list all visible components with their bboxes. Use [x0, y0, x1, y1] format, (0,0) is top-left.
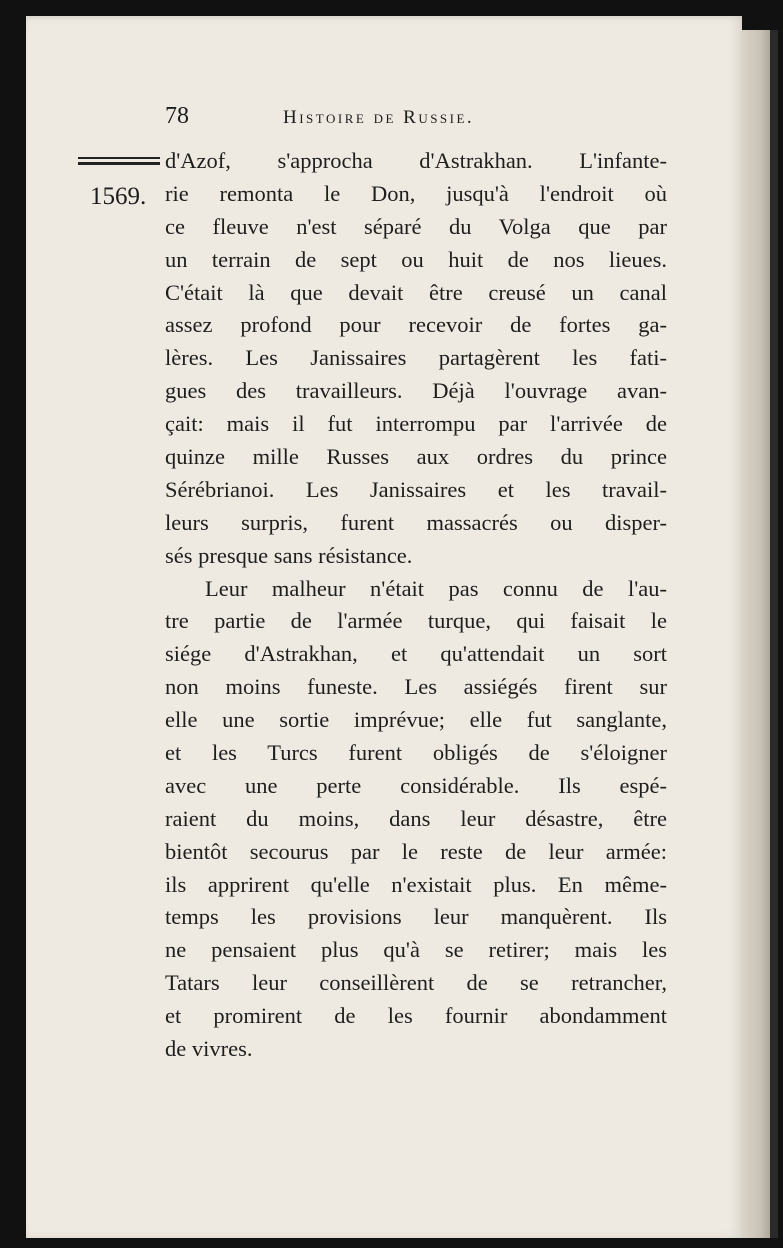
page-header	[165, 103, 685, 135]
running-title: Histoire de Russie.	[283, 107, 475, 128]
paragraph-start-line: Leur malheur n'était pas connu de l'au-	[205, 575, 667, 601]
text-line: C'était là que devait être creusé un canal	[165, 279, 667, 305]
text-line: tre partie de l'armée turque, qui faisait le	[165, 608, 667, 634]
text-line: bientôt secourus par le reste de leur armée:	[165, 838, 667, 864]
text-line: rie remonta le Don, jusqu'à l'endroit où	[165, 180, 667, 206]
text-line: siége d'Astrakhan, et qu'attendait un sort	[165, 641, 667, 667]
text-line: elle une sortie imprévue; elle fut sanglante,	[165, 707, 667, 733]
text-line: ils apprirent qu'elle n'existait plus. En même-	[165, 871, 667, 897]
page-number: 78	[165, 103, 189, 129]
text-line: quinze mille Russes aux ordres du prince	[165, 444, 667, 470]
text-line: Tatars leur conseillèrent de se retrancher,	[165, 970, 667, 996]
text-line: non moins funeste. Les assiégés firent sur	[165, 674, 667, 700]
text-line: de vivres.	[165, 1036, 253, 1062]
text-line: et promirent de les fournir abondamment	[165, 1003, 667, 1029]
text-line: çait: mais il fut interrompu par l'arrivée de	[165, 411, 667, 437]
margin-rule	[78, 157, 160, 159]
body-text	[165, 145, 667, 1066]
text-line: ne pensaient plus qu'à se retirer; mais les	[165, 937, 667, 963]
text-line: Sérébrianoi. Les Janissaires et les travail-	[165, 476, 667, 502]
binding-shadow	[770, 30, 778, 1238]
text-line: leurs surpris, furent massacrés ou disper-	[165, 509, 667, 535]
text-line: assez profond pour recevoir de fortes ga-	[165, 312, 667, 338]
text-line: et les Turcs furent obligés de s'éloigner	[165, 740, 667, 766]
text-line: avec une perte considérable. Ils espé-	[165, 772, 667, 798]
margin-rule	[78, 162, 160, 165]
text-line: temps les provisions leur manquèrent. Ils	[165, 904, 667, 930]
text-line: un terrain de sept ou huit de nos lieues.	[165, 246, 667, 272]
next-page-edge	[742, 30, 772, 1238]
text-line: lères. Les Janissaires partagèrent les fati-	[165, 345, 667, 371]
text-line: sés presque sans résistance.	[165, 542, 413, 568]
text-line: ce fleuve n'est séparé du Volga que par	[165, 213, 667, 239]
margin-year-note: 1569.	[90, 183, 147, 210]
text-line: gues des travailleurs. Déjà l'ouvrage avan-	[165, 378, 667, 404]
text-line: d'Azof, s'approcha d'Astrakhan. L'infante-	[165, 148, 667, 173]
text-line: raient du moins, dans leur désastre, être	[165, 805, 667, 831]
